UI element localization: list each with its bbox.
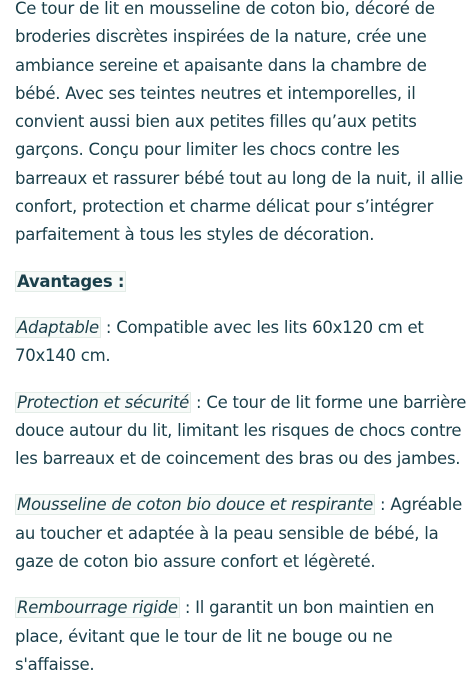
advantage-text: : Agréable au toucher et adaptée à la peau sensible de bébé, la gaze de coton bio assure confort et légèreté. (15, 495, 462, 572)
product-description (15, 0, 471, 697)
advantage-label: Protection et sécurité (17, 392, 190, 412)
advantage-label: Adaptable (17, 317, 99, 337)
advantage-text: : Compatible avec les lits 60x120 cm et 70x140 cm. (15, 317, 424, 366)
intro-paragraph: Ce tour de lit en mousseline de coton bio, décoré de broderies discrètes inspirées de la nature, crée une ambiance sereine et apaisante dans la chambre de bébé. Avec ses teintes neutres et intemporelles, il convient aussi bien aux petites filles qu’aux petits garçons. Conçu pour limiter les chocs contre les barreaux et rassurer bébé tout au long de la nuit, il allie confort, protection et charme délicat pour s’intégrer parfaitement à tous les styles de décoration. (15, 0, 464, 245)
advantage-text: : Il garantit un bon maintien en place, évitant que le tour de lit ne bouge ou ne s'affaisse. (15, 598, 435, 674)
advantages-heading-label: Avantages : (17, 271, 125, 291)
advantages-heading (15, 268, 471, 296)
advantage-label: Rembourrage rigide (17, 598, 178, 618)
advantage-item-rembourrage (15, 594, 471, 679)
advantage-item-mousseline (15, 491, 471, 576)
advantage-item-protection (15, 389, 471, 474)
advantage-text: : Ce tour de lit forme une barrière douce autour du lit, limitant les risques de chocs contre les barreaux et de coincement des bras ou des jambes. (15, 392, 467, 469)
advantage-label: Mousseline de coton bio douce et respirante (17, 495, 374, 515)
advantage-item-adaptable (15, 314, 471, 371)
